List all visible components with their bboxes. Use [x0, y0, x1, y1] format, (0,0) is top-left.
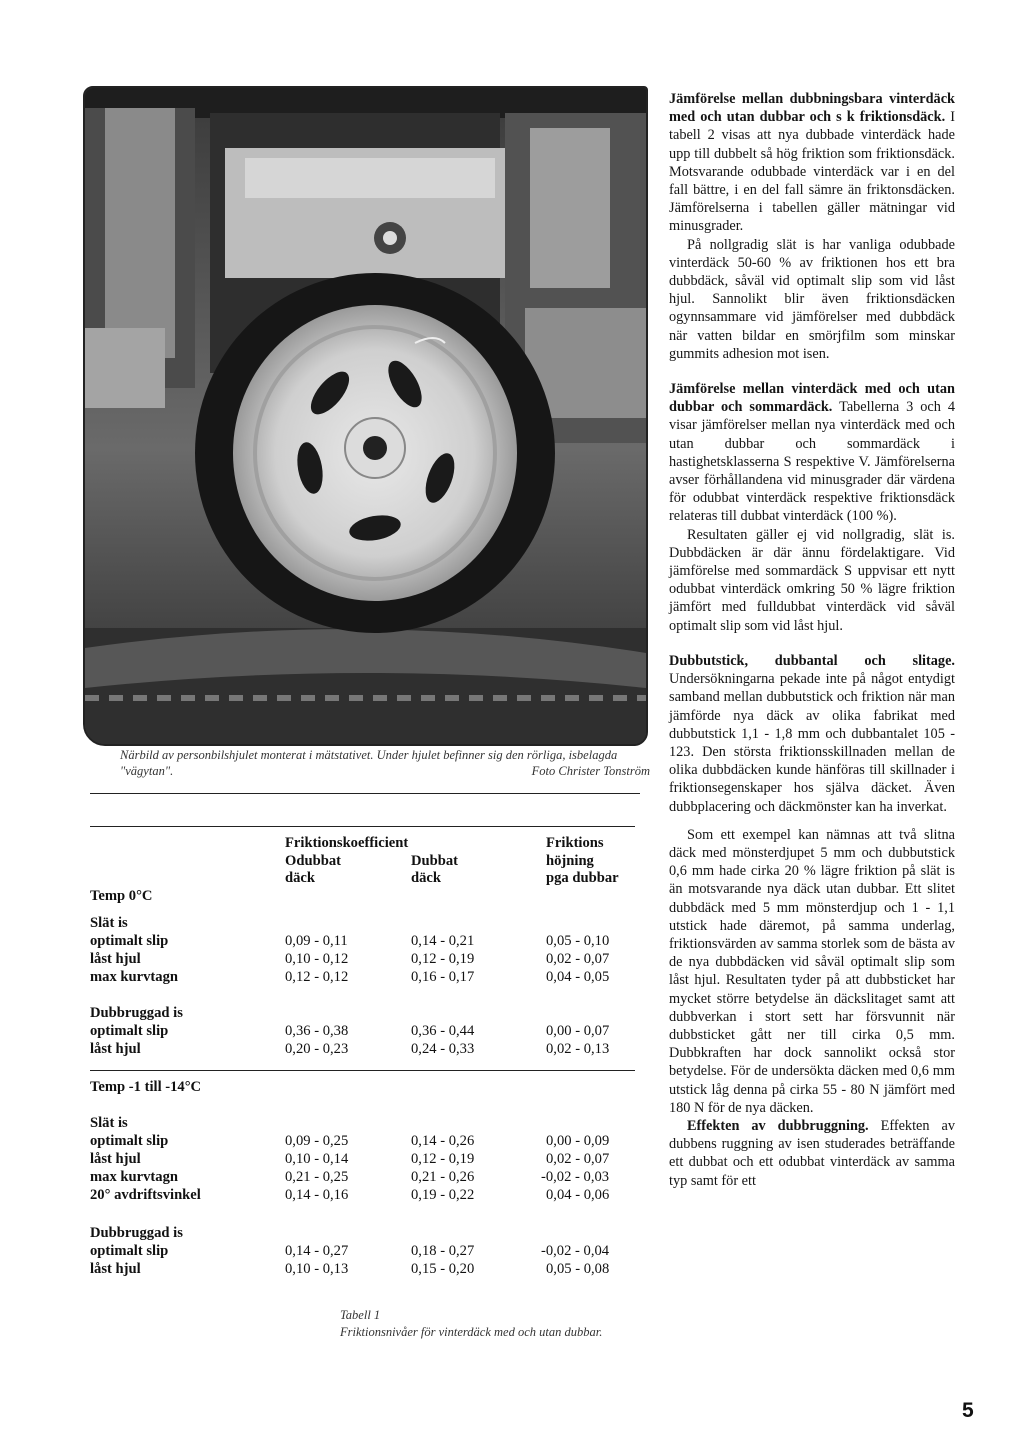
paragraph	[669, 1117, 955, 1190]
cell: -0,02 - 0,04	[541, 1243, 610, 1259]
paragraph	[669, 90, 955, 236]
table-top-rule	[90, 826, 635, 827]
table-caption	[340, 1307, 602, 1341]
header-col3-line2: höjning	[546, 853, 594, 869]
cell: 0,04 - 0,06	[546, 1187, 610, 1203]
cell: 0,16 - 0,17	[411, 969, 475, 985]
row-label: optimalt slip	[90, 933, 169, 949]
photo-credit: Foto Christer Tonström	[531, 764, 650, 778]
paragraph	[669, 380, 955, 526]
header-col3-line3: pga dubbar	[546, 870, 619, 886]
row-label: optimalt slip	[90, 1133, 169, 1149]
paragraph	[669, 652, 955, 816]
surface-label: Slät is	[90, 1115, 128, 1131]
page-number: 5	[962, 1399, 974, 1422]
cell: 0,12 - 0,12	[285, 969, 349, 985]
cell: 0,10 - 0,13	[285, 1261, 349, 1277]
cell: 0,09 - 0,11	[285, 933, 348, 949]
table-caption-title: Tabell 1	[340, 1308, 381, 1322]
surface-label: Dubbruggad is	[90, 1225, 183, 1241]
cell: 0,36 - 0,44	[411, 1023, 475, 1039]
cell: 0,09 - 0,25	[285, 1133, 349, 1149]
heading-sommardack: Jämförelse mellan vinterdäck med och utan dubbar och sommardäck.	[669, 381, 955, 416]
surface-label: Slät is	[90, 915, 128, 931]
row-label: låst hjul	[90, 1261, 141, 1277]
cell: 0,14 - 0,16	[285, 1187, 349, 1203]
cell: 0,02 - 0,07	[546, 951, 610, 967]
spacer	[669, 816, 955, 826]
spacer	[669, 363, 955, 380]
paragraph-text: Effekten av dubbens ruggning av isen studerades beträffande ett dubbat och ett odubbat vinterdäck av samma typ samt för ett	[669, 1117, 955, 1189]
temp-0-label: Temp 0°C	[90, 888, 153, 904]
cell: 0,10 - 0,14	[285, 1151, 349, 1167]
row-label: max kurvtagn	[90, 1169, 178, 1185]
photo-caption	[120, 747, 650, 779]
row-label: optimalt slip	[90, 1023, 169, 1039]
paragraph: Som ett exempel kan nämnas att två slitna däck med mönsterdjupet 5 mm och dubbutstick 0,6 mm hade cirka 20 % lägre friktion på slät is än motsvarande nya däck utan dubbar. Ett slitet dubbdäck med 5 mm mönsterdjup och 1 - 1,1 utstick hade däremot, på samma underlag, friktionsvärden av samma storlek som de bästa av de nya dubbdäcken vid såväl optimalt slip som låst hjul. Resultaten tyder på att dubbsticket har mycket större betydelse än däckslitaget samt att dubbverkan i stort sett har försvunnit när dubbsticket gått ner till cirka 0,5 mm. Dubbkraften har dock sannolikt också stor betydelse. För de undersökta däcken med 0,6 mm utstick låg denna på cirka 55 - 80 N jämfört med 180 N för de nya däcken.	[669, 826, 955, 1116]
table-section-rule	[90, 1070, 635, 1071]
article-column	[669, 90, 955, 1190]
divider	[90, 793, 640, 794]
cell: 0,00 - 0,07	[546, 1023, 610, 1039]
paragraph-text: Tabellerna 3 och 4 visar jämförelser mellan nya vinterdäck med och utan dubbar och sommardäck i hastighetsklasserna S respektive V. Jämförelserna avser förhållandena vid minusgrader där värdena för odubbat vinterdäck respektive friktionsdäck relateras till dubbat vinterdäck (100 %).	[669, 399, 955, 525]
paragraph-text: I tabell 2 visas att nya dubbade vinterdäck hade upp till dubbelt så hög friktion som friktionsdäck. Motsvarande odubbade vinterdäck var i en del fall bättre, i en del fall sämre än friktonsdäcken. Jämförelserna i tabellen gäller mätningar vid minusgrader.	[669, 109, 955, 235]
cell: 0,05 - 0,08	[546, 1261, 610, 1277]
row-label: låst hjul	[90, 1151, 141, 1167]
cell: 0,36 - 0,38	[285, 1023, 349, 1039]
paragraph: Resultaten gäller ej vid nollgradig, slät is. Dubbdäcken är där ännu fördelaktigare. Vid jämförelse med sommardäck S uppvisar ett nytt odubbat vinterdäck omkring 50 % lägre friktion jämfört med fulldubbat vinterdäck vid såväl optimalt slip som vid låst hjul.	[669, 526, 955, 634]
cell: 0,21 - 0,25	[285, 1169, 349, 1185]
heading-dubbutstick: Dubbutstick, dubbantal och slitage.	[669, 652, 955, 669]
header-col3-line1: Friktions	[546, 835, 604, 851]
cell: 0,10 - 0,12	[285, 951, 349, 967]
row-label: låst hjul	[90, 951, 141, 967]
heading-dubbruggning: Effekten av dubbruggning.	[687, 1117, 869, 1134]
wheel-photo	[83, 86, 648, 746]
cell: 0,00 - 0,09	[546, 1133, 610, 1149]
cell: 0,24 - 0,33	[411, 1041, 475, 1057]
row-label: optimalt slip	[90, 1243, 169, 1259]
surface-label: Dubbruggad is	[90, 1005, 183, 1021]
cell: 0,02 - 0,07	[546, 1151, 610, 1167]
cell: 0,12 - 0,19	[411, 951, 475, 967]
cell: 0,19 - 0,22	[411, 1187, 475, 1203]
header-group: Friktionskoefficient	[285, 835, 409, 851]
cell: 0,02 - 0,13	[546, 1041, 610, 1057]
cell: -0,02 - 0,03	[541, 1169, 610, 1185]
cell: 0,04 - 0,05	[546, 969, 610, 985]
cell: 0,12 - 0,19	[411, 1151, 475, 1167]
cell: 0,15 - 0,20	[411, 1261, 475, 1277]
paragraph: På nollgradig slät is har vanliga odubbade vinterdäck 50-60 % av friktionen hos ett bra dubbdäck, såväl vid optimalt slip som vid låst hjul. Sannolikt blir även friktionsdäcken ogynnsammare vid jämförelser med dubbdäck när vatten bildar en smörjfilm som minskar gummits adhesion mot isen.	[669, 236, 955, 362]
row-label: max kurvtagn	[90, 969, 178, 985]
header-col1-line2: däck	[285, 870, 316, 886]
wheel-test-rig-image	[85, 88, 646, 744]
cell: 0,18 - 0,27	[411, 1243, 475, 1259]
cell: 0,21 - 0,26	[411, 1169, 475, 1185]
temp-minus-label: Temp -1 till -14°C	[90, 1079, 202, 1095]
row-label: låst hjul	[90, 1041, 141, 1057]
cell: 0,20 - 0,23	[285, 1041, 349, 1057]
row-label: 20° avdriftsvinkel	[90, 1187, 201, 1203]
spacer	[669, 635, 955, 652]
table-caption-text: Friktionsnivåer för vinterdäck med och utan dubbar.	[340, 1325, 603, 1339]
header-col2-line2: däck	[411, 870, 442, 886]
header-col2-line1: Dubbat	[411, 853, 459, 869]
paragraph-text: Undersökningarna pekade inte på något entydigt samband mellan dubbutstick och friktion när man jämförde nya däck av olika fabrikat med dubbutstick 1,1 - 1,8 mm och dubbantalet 105 - 123. Den största friktionsskillnaden mellan de olika dubbdäcken kunde hänföras till skillnader i friktionsegenskaper hos själva däcket. Även dubbplacering och däckmönster kan ha inverkat.	[669, 671, 955, 815]
header-col1-line1: Odubbat	[285, 853, 341, 869]
cell: 0,05 - 0,10	[546, 933, 610, 949]
photo-caption-text: Närbild av personbilshjulet monterat i mätstativet. Under hjulet befinner sig den rörliga, isbelagda "vägytan".	[120, 748, 618, 778]
cell: 0,14 - 0,27	[285, 1243, 349, 1259]
cell: 0,14 - 0,21	[411, 933, 475, 949]
cell: 0,14 - 0,26	[411, 1133, 475, 1149]
heading-friktionsdack: Jämförelse mellan dubbningsbara vinterdäck med och utan dubbar och s k friktionsdäck.	[669, 91, 955, 126]
